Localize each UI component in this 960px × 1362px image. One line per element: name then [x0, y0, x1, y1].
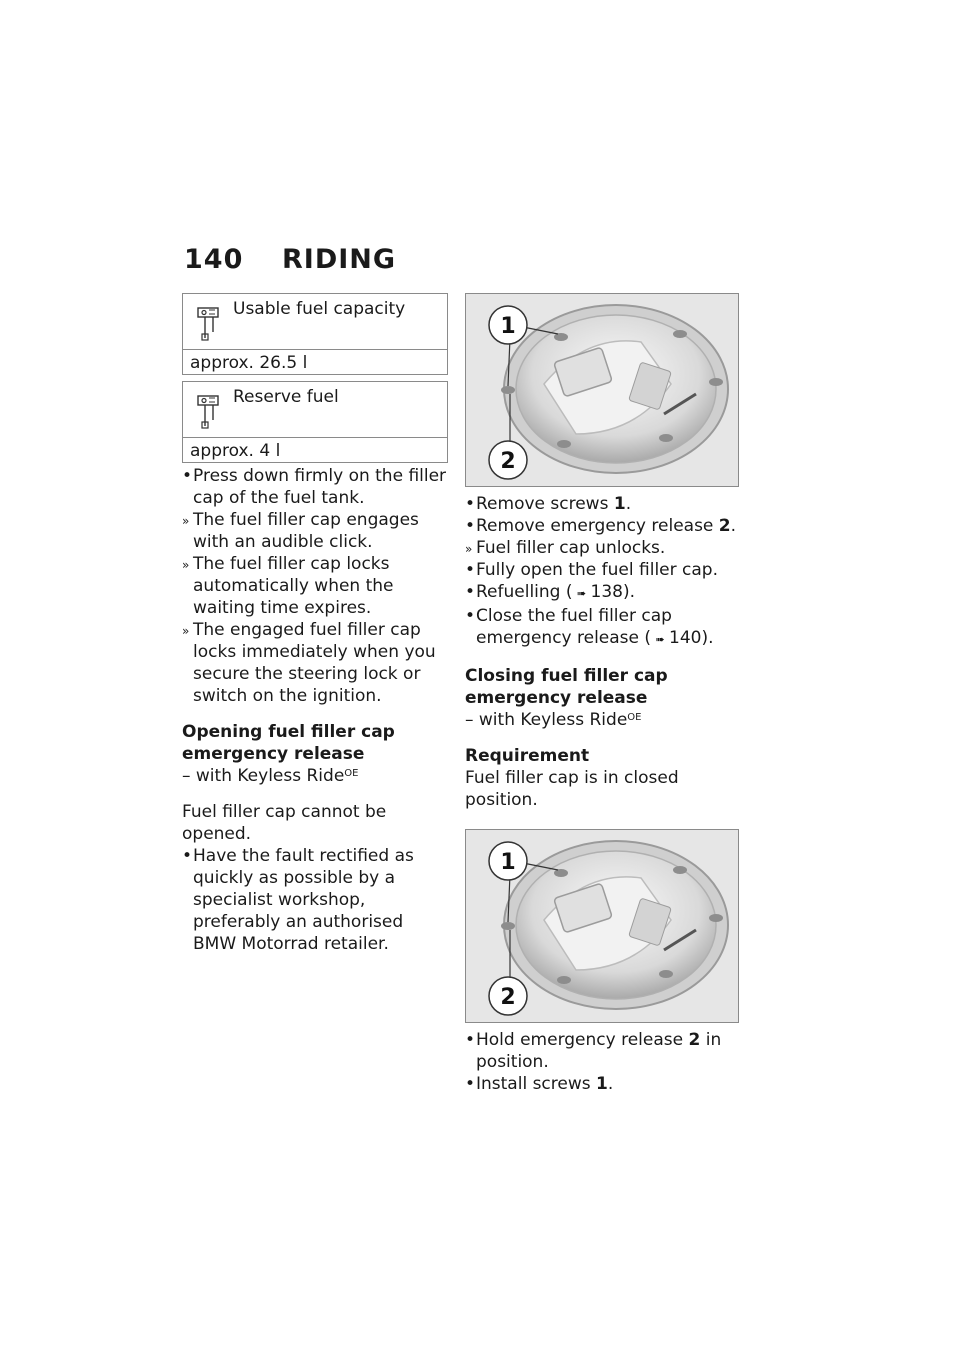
fuel-cap-illustration	[466, 294, 739, 487]
section-heading-closing: Closing fuel filler cap emergency release	[465, 666, 668, 708]
spec-value: approx. 26.5 l	[190, 353, 308, 373]
section-heading-opening: Opening fuel filler cap emergency release	[182, 722, 395, 764]
requirement-text: Fuel filler cap is in closed position.	[465, 768, 679, 810]
fuel-technical-data-icon	[197, 394, 219, 430]
list-item: • Hold emergency release 2 in position.	[465, 1029, 739, 1073]
fuel-cap-figure	[465, 293, 739, 487]
page-reference-link[interactable]: 140	[669, 628, 702, 648]
spec-value: approx. 4 l	[190, 441, 281, 461]
page-header	[184, 244, 396, 275]
spec-label: Reserve fuel	[233, 387, 339, 407]
left-column	[182, 293, 448, 955]
equipment-option: – with Keyless Ride$^{OE}$	[465, 710, 642, 730]
list-item: • Press down firmly on the filler cap of the fuel tank.	[182, 465, 448, 509]
instruction-list	[465, 493, 739, 651]
fuel-cap-figure-2	[465, 829, 739, 1023]
list-item: » The fuel filler cap engages with an audible click.	[182, 509, 448, 553]
list-item: • Refuelling ( ➠ 138).	[465, 581, 739, 605]
page-reference-arrow-icon: ➠	[655, 633, 665, 646]
spec-label: Usable fuel capacity	[233, 299, 406, 319]
callout-2: 2	[500, 449, 516, 474]
list-item: • Have the fault rectified as quickly as possible by a specialist workshop, preferably an authorised BMW Motorrad retailer.	[182, 845, 448, 955]
requirement-label: Requirement	[465, 746, 590, 766]
list-item: » Fuel filler cap unlocks.	[465, 537, 739, 559]
list-item: » The engaged fuel filler cap locks immediately when you secure the steering lock or switch on the ignition.	[182, 619, 448, 707]
spec-reserve-fuel	[182, 381, 448, 463]
callout-2: 2	[500, 985, 516, 1010]
page-reference-link[interactable]: 138	[590, 582, 623, 602]
instruction-list	[182, 465, 448, 707]
fuel-technical-data-icon	[197, 306, 219, 342]
list-item: • Remove screws 1.	[465, 493, 739, 515]
list-item: » The fuel filler cap locks automatically when the waiting time expires.	[182, 553, 448, 619]
section-title: RIDING	[282, 244, 397, 275]
page-number: 140	[184, 244, 244, 275]
instruction-list	[182, 845, 448, 955]
right-column	[465, 293, 739, 1095]
callout-1: 1	[500, 314, 516, 339]
spec-usable-fuel	[182, 293, 448, 375]
instruction-list	[465, 1029, 739, 1095]
page-reference-arrow-icon: ➠	[576, 587, 587, 600]
list-item: • Close the fuel filler cap emergency release ( ➠ 140).	[465, 605, 739, 651]
equipment-option: – with Keyless Ride$^{OE}$	[182, 766, 359, 786]
list-item: • Install screws 1.	[465, 1073, 739, 1095]
list-item: • Fully open the fuel filler cap.	[465, 559, 739, 581]
problem-text: Fuel filler cap cannot be opened.	[182, 802, 387, 844]
callout-1: 1	[500, 850, 516, 875]
list-item: • Remove emergency release 2.	[465, 515, 739, 537]
fuel-cap-illustration	[466, 830, 739, 1023]
